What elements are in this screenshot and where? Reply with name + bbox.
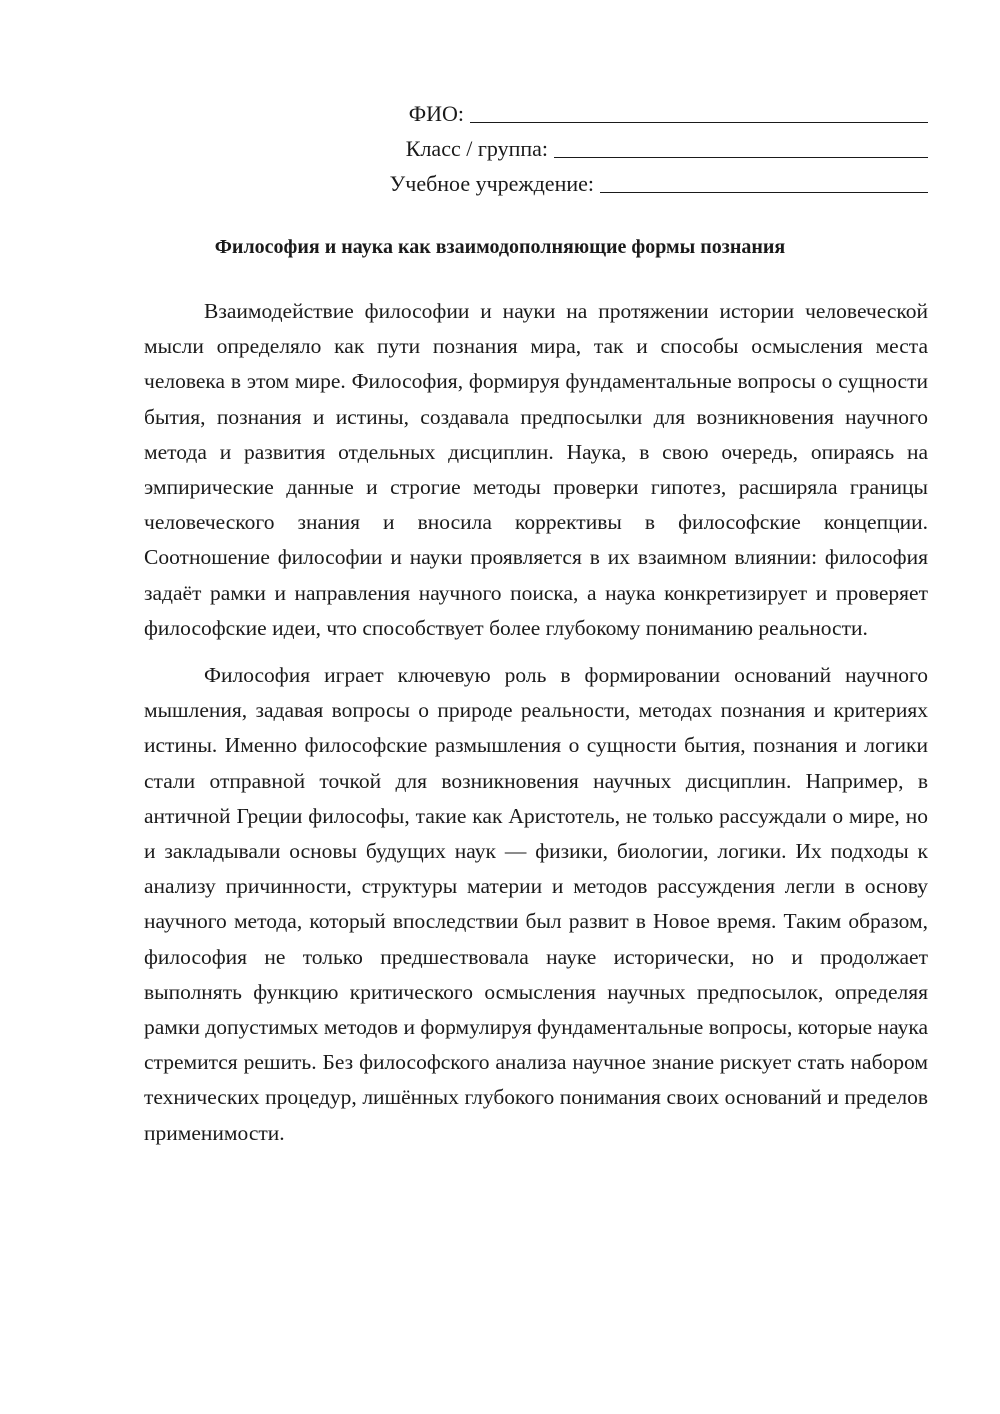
name-field-label: ФИО: — [408, 101, 464, 126]
student-info-block — [328, 92, 928, 197]
school-field-label: Учебное учреждение: — [389, 171, 594, 196]
class-field-label: Класс / группа: — [405, 136, 548, 161]
name-field-line — [470, 121, 928, 123]
essay-paragraph: Философия играет ключевую роль в формировании оснований научного мышления, задавая вопросы о природе реальности, методах познания и критериях истины. Именно философские размышления о сущности бытия, познания и логики стали отправной точкой для возникновения научных дисциплин. Например, в античной Греции философы, такие как Аристотель, не только рассуждали о мире, но и закладывали основы будущих наук — физики, биологии, логики. Их подходы к анализу причинности, структуры материи и методов рассуждения легли в основу научного метода, который впоследствии был развит в Новое время. Таким образом, философия не только предшествовала науке исторически, но и продолжает выполнять функцию критического осмысления научных предпосылок, определяя рамки допустимых методов и формулируя фундаментальные вопросы, которые наука стремится решить. Без философского анализа научное знание рискует стать набором технических процедур, лишённых глубокого понимания своих оснований и пределов применимости. — [144, 663, 928, 1145]
essay-title: Философия и наука как взаимодополняющие формы познания — [214, 236, 786, 258]
essay-paragraph: Взаимодействие философии и науки на протяжении истории человеческой мысли определяло как пути познания мира, так и способы осмысления места человека в этом мире. Философия, формируя фундаментальные вопросы о сущности бытия, познания и истины, создавала предпосылки для возникновения научного метода и развития отдельных дисциплин. Наука, в свою очередь, опираясь на эмпирические данные и строгие методы проверки гипотез, расширяла границы человеческого знания и вносила коррективы в философские концепции. Соотношение философии и науки проявляется в их взаимном влиянии: философия задаёт рамки и направления научного поиска, а наука конкретизирует и проверяет философские идеи, что способствует более глубокому пониманию реальности. — [144, 299, 928, 640]
school-field-line — [600, 191, 928, 193]
class-field-line — [554, 156, 928, 158]
school-field-row — [328, 162, 928, 197]
class-field-row — [328, 127, 928, 162]
name-field-row — [328, 92, 928, 127]
essay-body — [144, 294, 928, 1151]
